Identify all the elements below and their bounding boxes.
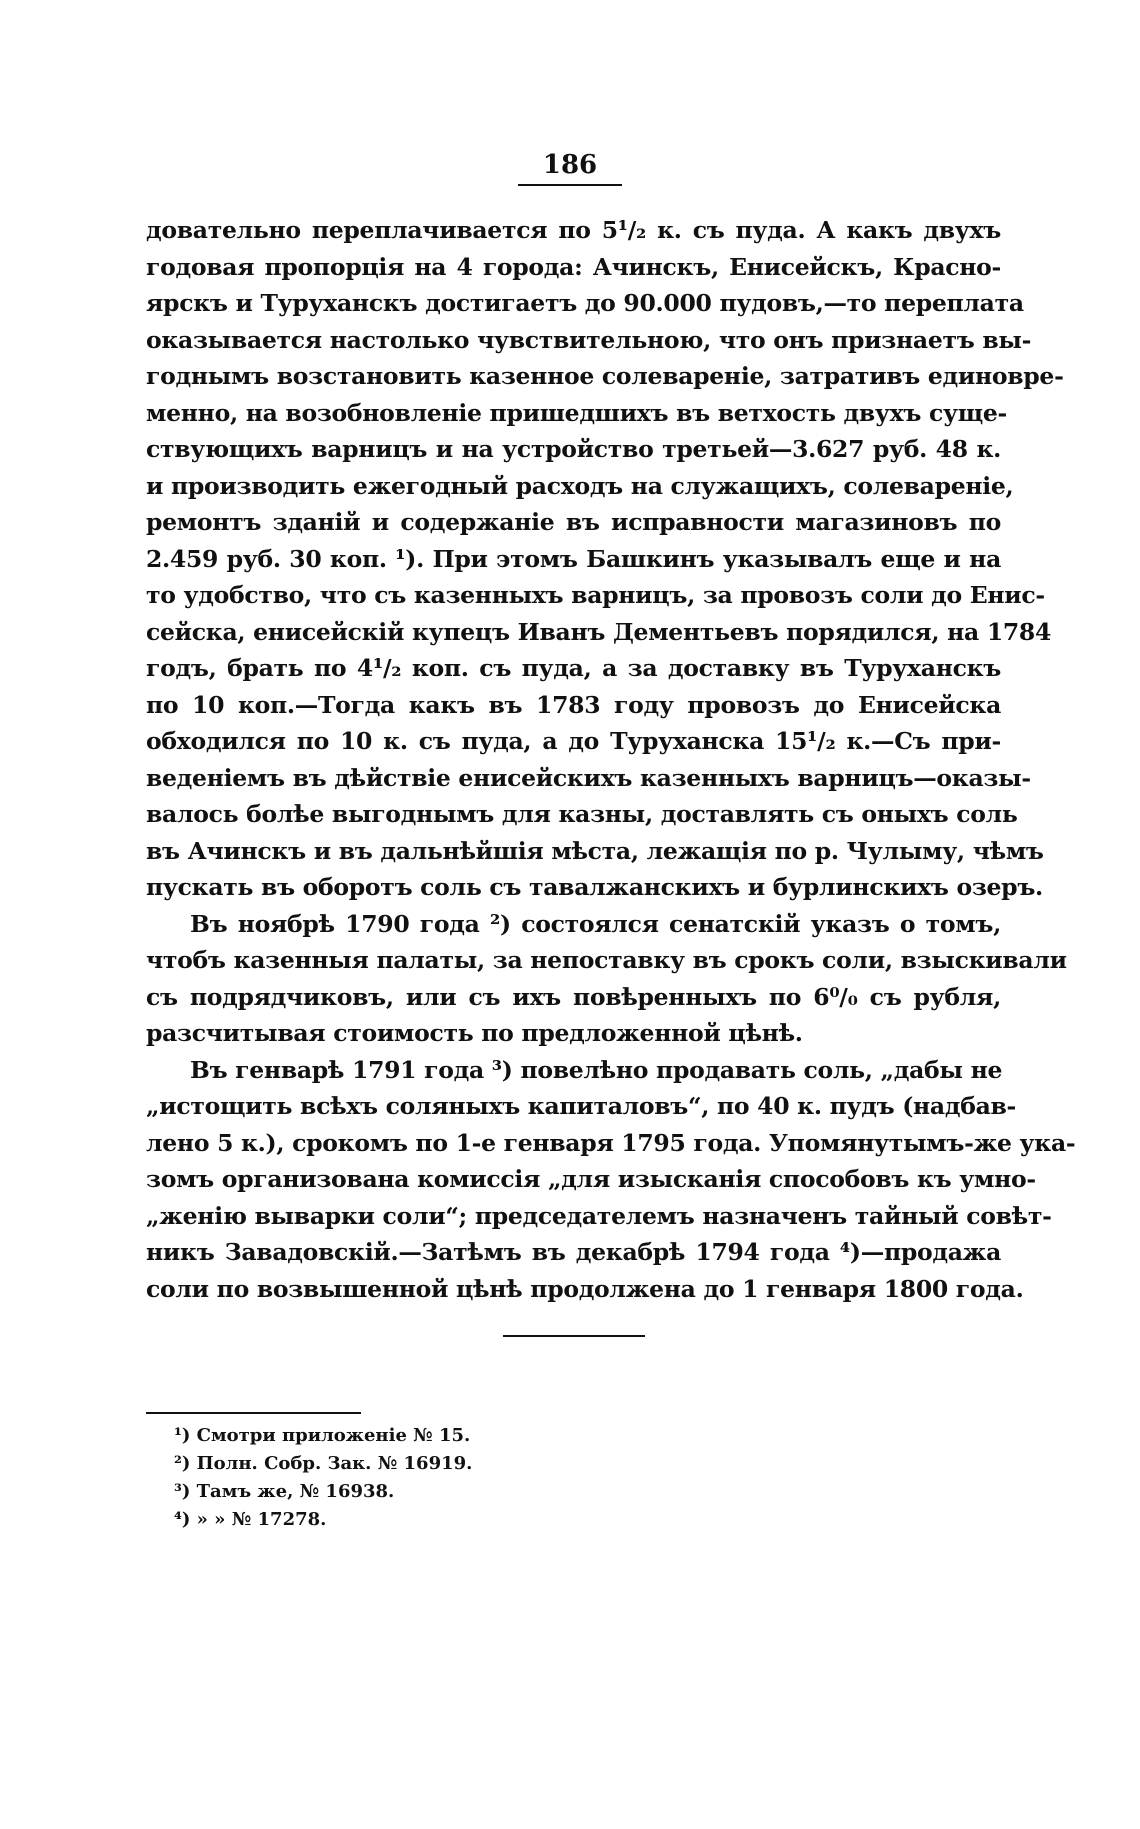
text-line: 2.459 руб. 30 коп. ¹). При этомъ Башкинъ указывалъ еще и на (146, 544, 1001, 573)
text-line: пускать въ оборотъ соль съ тавалжанскихъ и бурлинскихъ озеръ. (146, 873, 1043, 901)
text-line: обходился по 10 к. съ пуда, а до Туруханска 15¹/₂ к.—Съ при- (146, 727, 1001, 755)
text-line: и производить ежегодный расходъ на служащихъ, солевареніе, (146, 471, 1014, 500)
text-line: ремонтъ зданій и содержаніе въ исправности магазиновъ по (146, 508, 1001, 536)
footnote: ²) Полн. Собр. Зак. № 16919. (174, 1453, 473, 1474)
text-line: „женію выварки соли“; председателемъ назначенъ тайный совѣт- (146, 1201, 1052, 1230)
text-line: въ Ачинскъ и въ дальнѣйшія мѣста, лежащія по р. Чулыму, чѣмъ (146, 836, 1044, 865)
text-line: оказывается настолько чувствительною, что онъ признаетъ вы- (146, 325, 1032, 354)
text-line: менно, на возобновленіе пришедшихъ въ ветхость двухъ суще- (146, 398, 1007, 427)
text-line: соли по возвышенной цѣнѣ продолжена до 1 генваря 1800 года. (146, 1274, 1024, 1303)
text-line: никъ Завадовскій.—Затѣмъ въ декабрѣ 1794 года ⁴)—продажа (146, 1238, 1001, 1266)
text-line: сейска, енисейскій купецъ Иванъ Дементьевъ порядился, на 1784 (146, 617, 1052, 646)
text-line: съ подрядчиковъ, или съ ихъ повѣренныхъ по 6⁰/₀ съ рубля, (146, 982, 1001, 1011)
text-line: валось болѣе выгоднымъ для казны, доставлять съ оныхъ соль (146, 800, 1018, 828)
body-text (146, 212, 1076, 1307)
section-separator (503, 1335, 645, 1337)
text-line: ярскъ и Туруханскъ достигаетъ до 90.000 пудовъ,—то переплата (146, 289, 1024, 317)
footnote: ⁴) » » № 17278. (174, 1509, 327, 1530)
footnote-rule (146, 1412, 361, 1414)
text-line: чтобъ казенныя палаты, за непоставку въ срокъ соли, взыскивали (146, 946, 1067, 974)
text-line: Въ генварѣ 1791 года ³) повелѣно продавать соль, „дабы не (190, 1055, 1003, 1084)
text-line: годовая пропорція на 4 города: Ачинскъ, Енисейскъ, Красно- (146, 252, 1001, 281)
page-number: 186 (518, 150, 622, 186)
text-line: веденіемъ въ дѣйствіе енисейскихъ казенныхъ варницъ—оказы- (146, 763, 1031, 792)
text-line: довательно переплачивается по 5¹/₂ к. съ пуда. А какъ двухъ (146, 216, 1001, 244)
text-line: „истощить всѣхъ соляныхъ капиталовъ“, по 40 к. пудъ (надбав- (146, 1092, 1016, 1120)
text-line: Въ ноябрѣ 1790 года ²) состоялся сенатскій указъ о томъ, (190, 909, 1001, 938)
text-line: годъ, брать по 4¹/₂ коп. съ пуда, а за доставку въ Туруханскъ (146, 654, 1001, 682)
text-line: годнымъ возстановить казенное солевареніе, затративъ единовре- (146, 362, 1064, 390)
text-line: по 10 коп.—Тогда какъ въ 1783 году провозъ до Енисейска (146, 690, 1001, 719)
footnote: ³) Тамъ же, № 16938. (174, 1481, 395, 1502)
text-line: зомъ организована комиссія „для изысканія способовъ къ умно- (146, 1165, 1036, 1193)
text-line: лено 5 к.), срокомъ по 1-е генваря 1795 года. Упомянутымъ-же ука- (146, 1128, 1076, 1157)
text-line: разсчитывая стоимость по предложенной цѣнѣ. (146, 1019, 803, 1047)
text-line: то удобство, что съ казенныхъ варницъ, за провозъ соли до Енис- (146, 581, 1045, 609)
text-line: ствующихъ варницъ и на устройство третьей—3.627 руб. 48 к. (146, 435, 1001, 463)
footnote: ¹) Смотри приложеніе № 15. (174, 1425, 471, 1446)
footnotes (174, 1422, 674, 1534)
